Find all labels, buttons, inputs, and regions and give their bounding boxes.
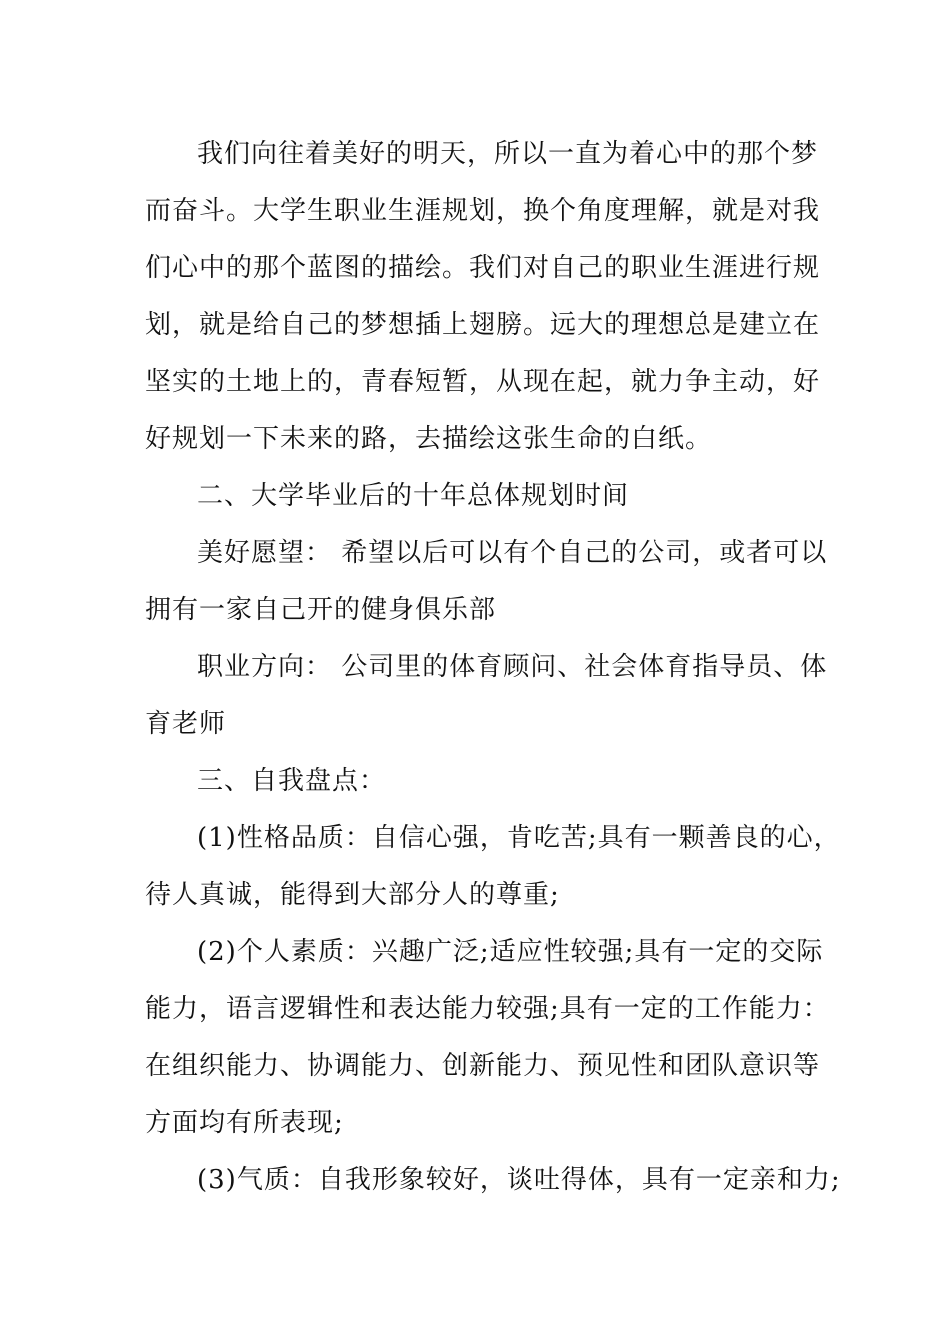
wish-line-2: 拥有一家自己开的健身俱乐部	[145, 595, 497, 625]
item-2-line-2: 能力，语言逻辑性和表达能力较强;具有一定的工作能力：	[145, 994, 830, 1024]
paragraph-intro-line-2: 而奋斗。大学生职业生涯规划，换个角度理解，就是对我	[145, 196, 821, 226]
paragraph-intro-line-1: 我们向往着美好的明天，所以一直为着心中的那个梦	[197, 139, 819, 169]
career-direction-line-2: 育老师	[145, 709, 227, 739]
paragraph-intro-line-3: 们心中的那个蓝图的描绘。我们对自己的职业生涯进行规	[145, 253, 821, 283]
wish-line-1: 美好愿望： 希望以后可以有个自己的公司，或者可以	[197, 538, 828, 568]
paragraph-intro-line-4: 划，就是给自己的梦想插上翅膀。远大的理想总是建立在	[145, 310, 821, 340]
item-2-line-3: 在组织能力、协调能力、创新能力、预见性和团队意识等	[145, 1051, 821, 1081]
paragraph-intro-line-5: 坚实的土地上的，青春短暂，从现在起，就力争主动，好	[145, 367, 821, 397]
paragraph-intro-line-6: 好规划一下未来的路，去描绘这张生命的白纸。	[145, 424, 713, 454]
item-1-line-1: (1)性格品质：自信心强，肯吃苦;具有一颗善良的心，	[197, 823, 841, 853]
section-heading-three: 三、自我盘点：	[197, 766, 387, 796]
section-heading-two: 二、大学毕业后的十年总体规划时间	[197, 481, 630, 511]
item-1-line-2: 待人真诚，能得到大部分人的尊重;	[145, 880, 560, 910]
item-2-line-4: 方面均有所表现;	[145, 1108, 344, 1138]
item-3-line-1: (3)气质：自我形象较好，谈吐得体，具有一定亲和力;	[197, 1165, 841, 1195]
item-2-line-1: (2)个人素质：兴趣广泛;适应性较强;具有一定的交际	[197, 937, 824, 967]
career-direction-line-1: 职业方向： 公司里的体育顾问、社会体育指导员、体	[197, 652, 828, 682]
